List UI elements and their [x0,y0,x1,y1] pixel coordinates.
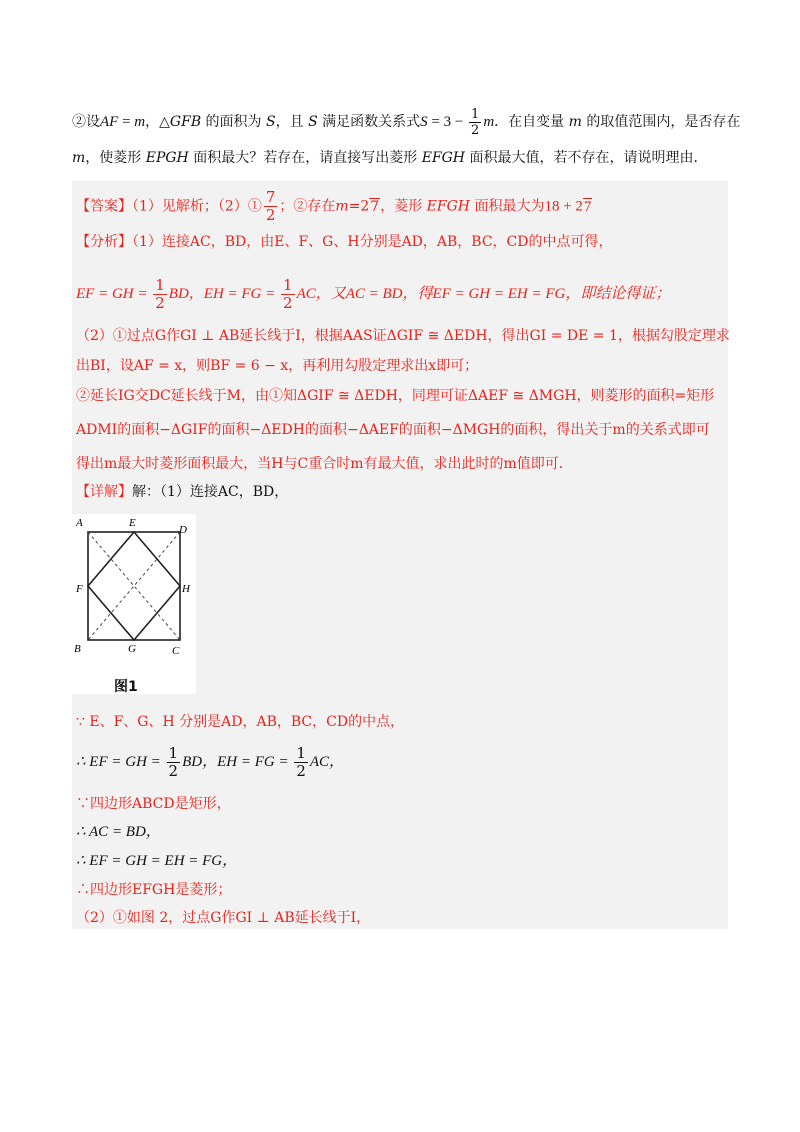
label-e: E [129,517,136,529]
fraction-denominator: 2 [296,761,306,780]
sqrt: 7 [583,198,592,215]
answer-label: 【答案】 [76,198,132,215]
fraction [167,743,181,780]
fraction-numerator: 1 [296,743,306,762]
question-line-1 [72,100,741,144]
analysis-line-7 [76,452,573,476]
detail-label: 【详解】 [76,484,132,500]
question-block [72,100,741,172]
detail-step-5 [76,849,237,873]
detail-step-3 [76,792,231,816]
figure-diagram [72,514,196,694]
question-line-2 [72,144,732,172]
answer-line [76,188,592,224]
label-f: F [76,583,83,595]
text: （2）①过点G作GI ⊥ AB延长线于I，根据AAS证ΔGIF ≅ ΔEDH，得出GI = DE = 1，根据勾股定理求 [76,328,730,344]
fraction-numerator: 7 [265,188,276,206]
detail-step-4 [76,820,161,844]
fraction-numerator: 1 [283,275,293,294]
text: S [266,114,276,130]
fraction [294,743,308,780]
math: EF = GH = [76,286,152,302]
fraction-denominator: 2 [471,122,480,138]
text: m [335,198,349,215]
text: （2）①如图 2，过点G作GI ⊥ AB延长线于I， [76,910,371,926]
figure-1 [72,514,196,694]
text: ∵四边形ABCD是矩形， [76,796,231,812]
math: BD，EH = FG = [182,754,293,770]
fraction-denominator: 2 [265,206,276,224]
math: AF [100,114,119,130]
math: m [483,114,495,130]
text: ．在自变量 [494,114,569,130]
label-b: B [74,643,81,655]
fraction [153,275,167,312]
label-a: A [76,517,83,529]
detail-step-2 [76,740,344,784]
analysis-line-3 [76,324,730,348]
fraction-numerator: 1 [168,743,179,762]
detail-step-1 [76,710,404,734]
text: ②延长IG交DC延长线于M，由①知ΔGIF ≅ ΔEDH，同理可证ΔAEF ≅ ΔMGH，则菱形的面积=矩形 [76,388,715,404]
analysis-line-5 [76,384,714,408]
fraction [281,275,295,312]
fraction [469,108,481,137]
fraction-numerator: 1 [471,106,480,122]
text: ADMI的面积−ΔGIF的面积−ΔEDH的面积−ΔAEF的面积−ΔMGH的面积，得出关于m的关系式即可 [76,422,710,438]
text: ∴四边形EFGH是菱形； [76,882,232,898]
fraction-denominator: 2 [168,761,179,780]
math: AC，又AC = BD，得EF = GH = EH = FG，即结论得证； [296,286,671,302]
text: GFB [169,114,202,130]
text: 面积最大为 [470,198,545,215]
fraction [264,190,278,223]
text: ，菱形 [380,198,427,215]
math: ∴ AC = BD， [76,824,161,840]
text: 面积最大？若存在，请直接写出菱形 [188,150,422,166]
text: 出BI，设AF = x，则BF = 6 − x，再利用勾股定理求出x即可； [76,358,479,374]
text: S [308,114,318,130]
math: ∴ EF = GH = [76,754,165,770]
label-g: G [128,643,136,655]
detail-step-6 [76,878,231,902]
fraction-denominator: 2 [283,293,293,312]
text: m [72,150,86,166]
fraction-numerator: 1 [155,275,165,294]
text: 解：（1）连接AC，BD， [132,484,289,500]
math: ∴ EF = GH = EH = FG， [76,853,238,869]
text: （1）见解析；（2）① [132,198,262,215]
text: 的取值范围内，是否存在 [581,114,741,130]
text: ∵ E、F、G、H 分别是AD，AB，BC，CD的中点， [76,714,405,730]
text: 面积最大值，若不存在，请说明理由． [465,150,708,166]
analysis-line-1 [76,230,613,254]
analysis-line-2 [76,272,670,316]
text: 满足函数关系式 [317,114,421,130]
text: ，使菱形 [85,150,146,166]
analysis-label: 【分析】 [76,234,132,250]
math: m [134,114,146,130]
detail-line-1 [76,480,288,504]
text: m [568,114,582,130]
text: EFGH [426,198,470,215]
math: = 3 − [427,114,468,130]
text: ；②存在 [279,198,336,215]
label-h: H [182,583,190,595]
label-d: D [179,524,187,536]
math: = [118,114,135,130]
text: 得出m最大时菱形面积最大，当H与C重合时m有最大值，求出此时的m值即可． [76,456,573,472]
figure-caption: 图1 [114,679,138,695]
text: 的面积为 [201,114,267,130]
math: 18 + 2 [544,198,583,215]
sqrt: 7 [370,198,380,215]
fraction-denominator: 2 [155,293,165,312]
math: S [420,114,428,130]
analysis-line-6 [76,418,710,442]
text: EPGH [145,150,189,166]
math: BD，EH = FG = [168,286,280,302]
analysis-line-4 [76,354,478,378]
text: EFGH [421,150,466,166]
text: ②设 [72,114,100,130]
math: AC， [309,754,345,770]
text: ，△ [145,114,170,130]
text: =2 [348,198,370,215]
text: ，且 [275,114,309,130]
text: （1）连接AC，BD，由E、F、G、H分别是AD，AB，BC，CD的中点可得， [132,234,613,250]
detail-step-7 [76,906,370,930]
label-c: C [172,645,180,657]
